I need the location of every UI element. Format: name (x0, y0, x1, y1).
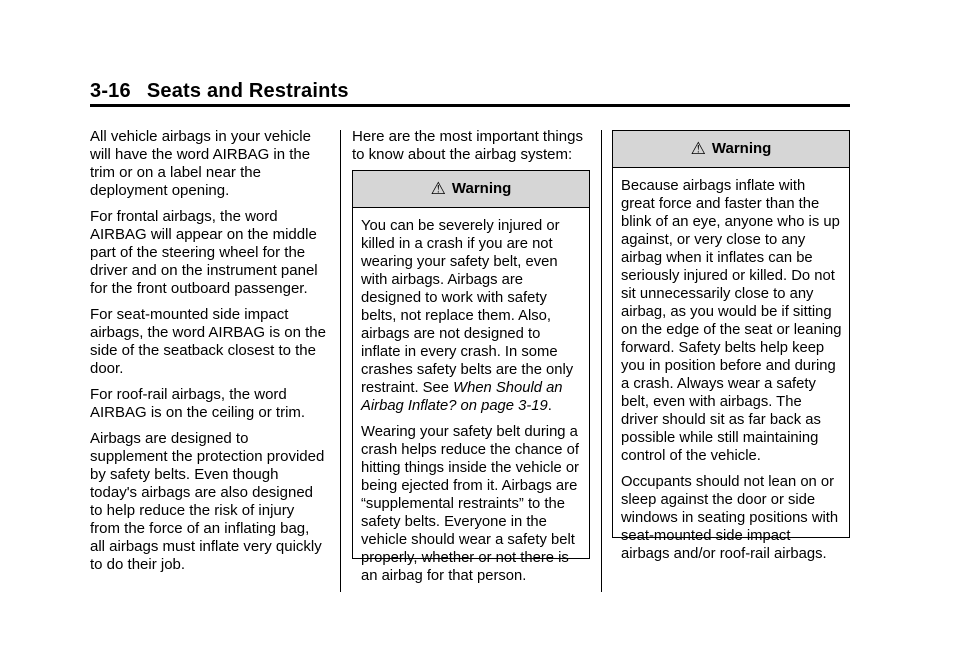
warning-text-end: . (547, 398, 552, 414)
warning-box-seatbelt (352, 170, 590, 584)
warning-body (613, 168, 849, 563)
warning-body (353, 208, 589, 585)
cross-reference-link[interactable]: When Should an Airbag Inflate? on page 3-19 (361, 380, 563, 414)
paragraph: For roof-rail airbags, the word AIRBAG is on the ceiling or trim. (90, 386, 306, 421)
paragraph: For seat-mounted side impact airbags, the word AIRBAG is on the side of the seatback closest to the door. (90, 306, 326, 377)
warning-box-proximity (612, 130, 850, 562)
warning-header (613, 131, 849, 168)
warning-icon: ⚠︎ (690, 139, 706, 158)
warning-paragraph: Occupants should not lean on or sleep against the door or side windows in seating positions with seat-mounted side impact airbags and/or roof-rail airbags. (621, 474, 839, 562)
warning-title: Warning (451, 180, 512, 197)
section-title: Seats and Restraints (146, 80, 349, 102)
warning-icon: ⚠︎ (430, 179, 446, 198)
warning-header (353, 171, 589, 208)
paragraph: All vehicle airbags in your vehicle will have the word AIRBAG in the trim or on a label near the deployment opening. (90, 128, 311, 199)
warning-title: Warning (711, 140, 772, 157)
warning-paragraph (361, 217, 582, 415)
paragraph: For frontal airbags, the word AIRBAG will appear on the middle part of the steering wheel for the driver and on the instrument panel for the front outboard passenger. (90, 208, 318, 297)
page-number: 3-16 (90, 80, 131, 102)
page-header (90, 80, 349, 103)
column-middle (352, 128, 592, 172)
paragraph: Airbags are designed to supplement the protection provided by safety belts. Even though today's airbags are also designed to help reduce the risk of injury from the force of an inflating bag, all airbags must inflate very quickly to do their job. (90, 430, 325, 573)
column-left (90, 128, 328, 582)
warning-paragraph: Wearing your safety belt during a crash helps reduce the chance of hitting things inside the vehicle or being ejected from it. Airbags are “supplemental restraints” to the safety belts. Everyone in the vehicle should wear a safety belt properly, whether or not there is an airbag for that person. (361, 424, 579, 584)
column-divider (340, 130, 341, 592)
warning-text: You can be severely injured or killed in a crash if you are not wearing your safety belt, even with airbags. Airbags are designed to work with safety belts, not replace them. Also, airbags are not designed to inflate in every crash. In some crashes safety belts are the only restraint. See (361, 218, 574, 396)
column-divider (601, 130, 602, 592)
header-rule (90, 104, 850, 107)
intro-paragraph: Here are the most important things to know about the airbag system: (352, 128, 583, 163)
warning-paragraph: Because airbags inflate with great force and faster than the blink of an eye, anyone who is up against, or very close to any airbag when it inflates can be seriously injured or killed. Do not sit unnecessarily close to any airbag, as you would be if sitting on the edge of the seat or leaning forward. Safety belts help keep you in position before and during a crash. Always wear a safety belt, even with airbags. The driver should sit as far back as possible while still maintaining control of the vehicle. (621, 178, 842, 464)
